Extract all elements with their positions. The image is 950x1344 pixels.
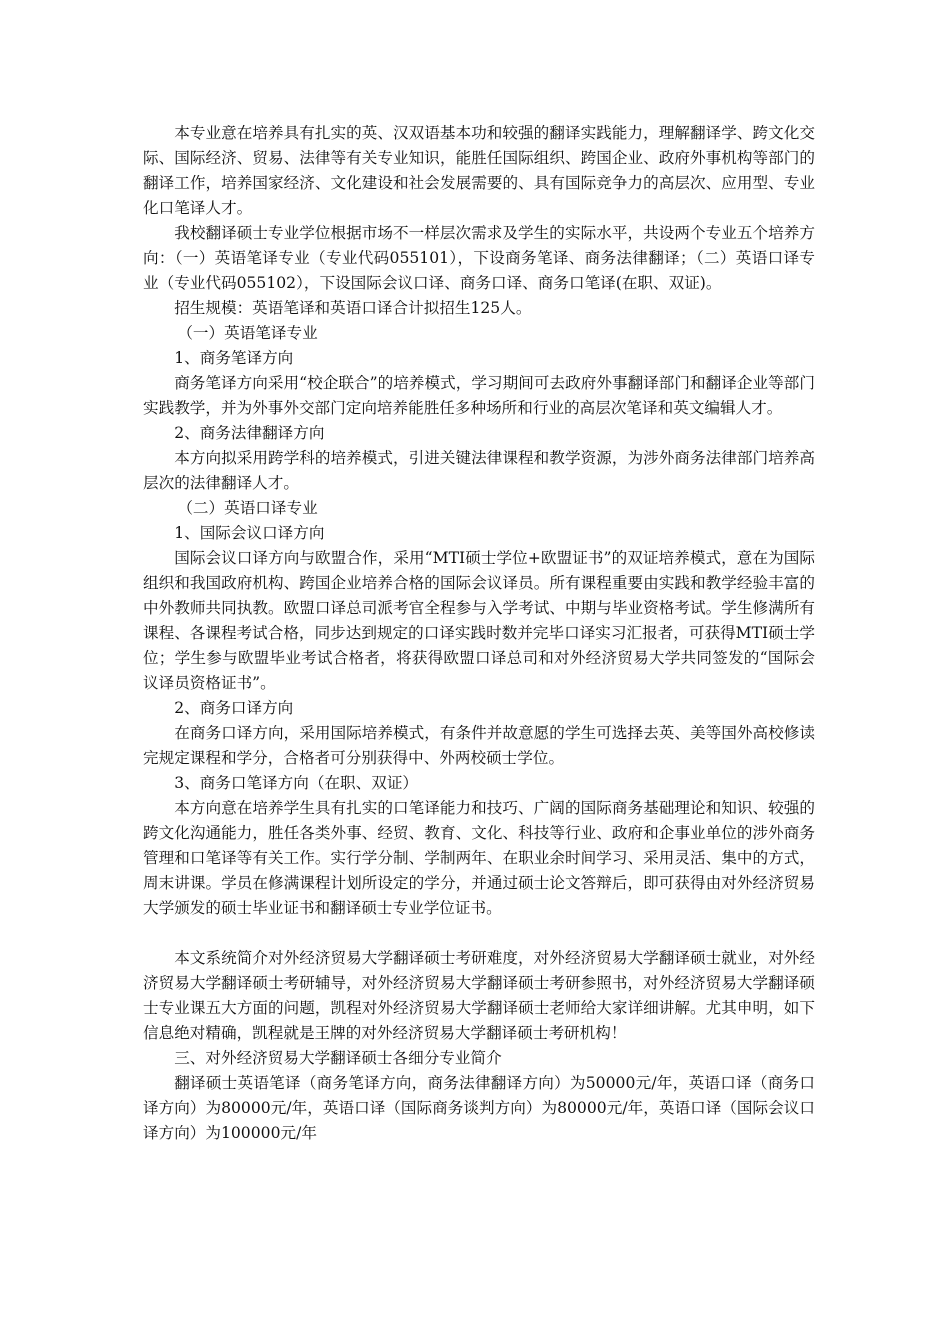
document-body <box>143 121 815 1146</box>
heading-translation-major: （一）英语笔译专业 <box>177 324 318 342</box>
paragraph-conference-interpreting: 国际会议口译方向与欧盟合作，采用“MTI硕士学位+欧盟证书”的双证培养模式，意在为国际组织和我国政府机构、跨国企业培养合格的国际会议译员。所有课程重要由实践和教学经验丰富的中外教师共同执教。欧盟口译总司派考官全程参与入学考试、中期与毕业资格考试。学生修满所有课程、各课程考试合格，同步达到规定的口译实践时数并完毕口译实习汇报者，可获得MTI硕士学位；学生参与欧盟毕业考试合格者，将获得欧盟口译总司和对外经济贸易大学共同签发的“国际会议译员资格证书”。 <box>143 549 815 692</box>
paragraph-tuition: 翻译硕士英语笔译（商务笔译方向，商务法律翻译方向）为50000元/年，英语口译（商务口译方向）为80000元/年，英语口译（国际商务谈判方向）为80000元/年，英语口译（国际会议口译方向）为100000元/年 <box>143 1074 815 1142</box>
heading-interpreting-major: （二）英语口译专业 <box>177 499 318 517</box>
heading-section-three: 三、对外经济贸易大学翻译硕士各细分专业简介 <box>174 1049 502 1067</box>
paragraph-directions: 我校翻译硕士专业学位根据市场不一样层次需求及学生的实际水平，共设两个专业五个培养方向：（一）英语笔译专业（专业代码055101），下设商务笔译、商务法律翻译；（二）英语口译专业（专业代码055102），下设国际会议口译、商务口译、商务口笔译(在职、双证)。 <box>143 224 815 292</box>
heading-legal-translation: 2、商务法律翻译方向 <box>174 424 325 442</box>
paragraph-article-summary: 本文系统简介对外经济贸易大学翻译硕士考研难度，对外经济贸易大学翻译硕士就业，对外经济贸易大学翻译硕士考研辅导，对外经济贸易大学翻译硕士考研参照书，对外经济贸易大学翻译硕士专业课五大方面的问题，凯程对外经济贸易大学翻译硕士老师给大家详细讲解。尤其申明，如下信息绝对精确，凯程就是王牌的对外经济贸易大学翻译硕士考研机构！ <box>143 949 815 1042</box>
heading-business-interpreting: 2、商务口译方向 <box>174 699 294 717</box>
heading-business-translation: 1、商务笔译方向 <box>174 349 294 367</box>
heading-conference-interpreting: 1、国际会议口译方向 <box>174 524 325 542</box>
paragraph-enrollment: 招生规模：英语笔译和英语口译合计拟招生125人。 <box>174 299 532 317</box>
paragraph-business-interpreting: 在商务口译方向，采用国际培养模式，有条件并故意愿的学生可选择去英、美等国外高校修读完规定课程和学分，合格者可分别获得中、外两校硕士学位。 <box>143 724 815 767</box>
paragraph-intro: 本专业意在培养具有扎实的英、汉双语基本功和较强的翻译实践能力，理解翻译学、跨文化交际、国际经济、贸易、法律等有关专业知识，能胜任国际组织、跨国企业、政府外事机构等部门的翻译工作，培养国家经济、文化建设和社会发展需要的、具有国际竞争力的高层次、应用型、专业化口笔译人才。 <box>143 124 815 217</box>
heading-business-interp-translation: 3、商务口笔译方向（在职、双证） <box>174 774 419 792</box>
paragraph-business-translation: 商务笔译方向采用“校企联合”的培养模式，学习期间可去政府外事翻译部门和翻译企业等部门实践教学，并为外事外交部门定向培养能胜任多种场所和行业的高层次笔译和英文编辑人才。 <box>143 374 815 417</box>
paragraph-business-interp-translation: 本方向意在培养学生具有扎实的口笔译能力和技巧、广阔的国际商务基础理论和知识、较强的跨文化沟通能力，胜任各类外事、经贸、教育、文化、科技等行业、政府和企事业单位的涉外商务管理和口笔译等有关工作。实行学分制、学制两年、在职业余时间学习、采用灵活、集中的方式，周末讲课。学员在修满课程计划所设定的学分，并通过硕士论文答辩后，即可获得由对外经济贸易大学颁发的硕士毕业证书和翻译硕士专业学位证书。 <box>143 799 815 917</box>
paragraph-legal-translation: 本方向拟采用跨学科的培养模式，引进关键法律课程和教学资源，为涉外商务法律部门培养高层次的法律翻译人才。 <box>143 449 815 492</box>
blank-line <box>143 921 815 946</box>
